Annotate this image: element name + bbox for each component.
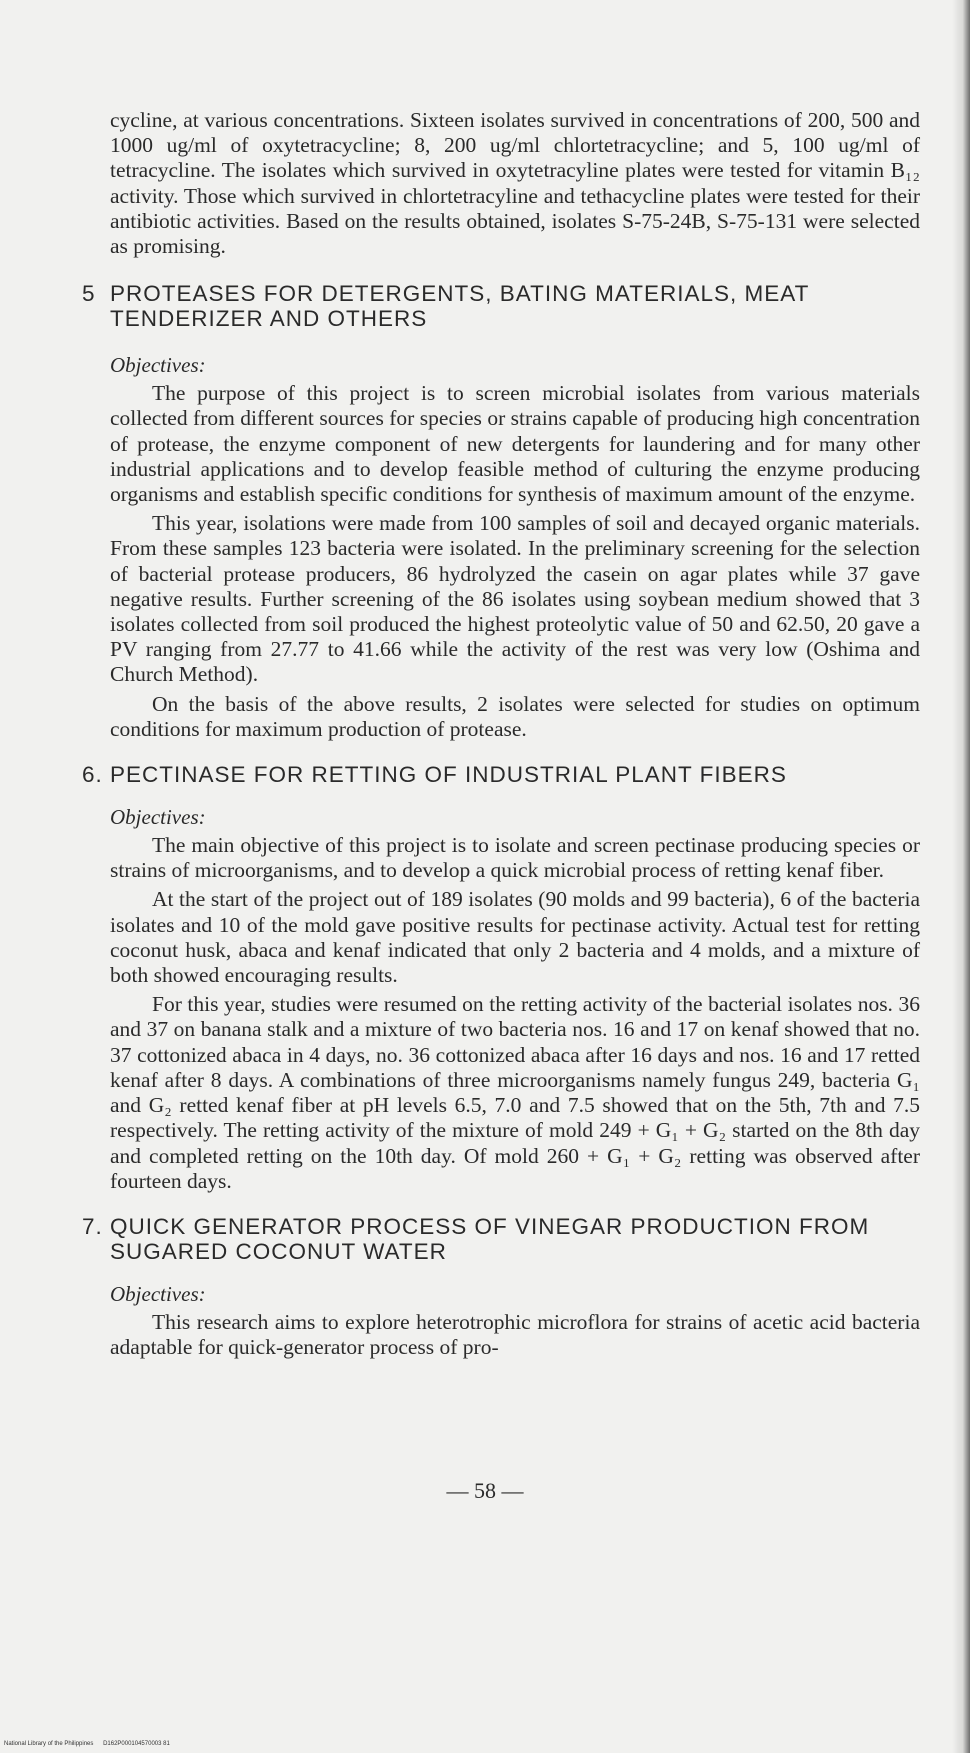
body-paragraph: On the basis of the above results, 2 isolates were selected for studies on optimum conditions for maximum production of protease. — [110, 691, 920, 741]
text-column — [82, 108, 920, 1360]
section-number: 6. — [82, 762, 103, 788]
intro-paragraph: cycline, at various concentrations. Sixteen isolates survived in concentrations of 200, 500 and 1000 ug/ml of oxytetracycline; 8, 200 ug/ml chlortetracycline; and 5, 100 ug/ml of tetracycline. The isolates which survived in oxytetracyline plates were tested for vitamin B₁₂ activity. Those which survived in chlortetracyline and tethacycline plates were tested for their antibiotic activities. Based on the results obtained, isolates S-75-24B, S-75-131 were selected as promising. — [110, 108, 920, 259]
section-title: PECTINASE FOR RETTING OF INDUSTRIAL PLANT FIBERS — [110, 762, 787, 788]
scan-footer — [4, 1741, 178, 1747]
section-number: 7. — [82, 1213, 103, 1239]
objectives-label: Objectives: — [110, 1281, 206, 1306]
section-number: 5 — [82, 281, 96, 307]
section-heading — [82, 1213, 920, 1264]
objectives-label: Objectives: — [110, 805, 206, 830]
body-paragraph: At the start of the project out of 189 isolates (90 molds and 99 bacteria), 6 of the bacteria isolates and 10 of the mold gave positive results for pectinase activity. Actual test for retting coconut husk, abaca and kenaf indicated that only 2 bacteria and 4 molds, and a mixture of both showed encouraging results. — [110, 887, 920, 988]
section-title: PROTEASES FOR DETERGENTS, BATING MATERIALS, MEAT TENDERIZER AND OTHERS — [110, 281, 809, 332]
body-paragraph: For this year, studies were resumed on the retting activity of the bacterial isolates nos. 36 and 37 on banana stalk and a mixture of two bacteria nos. 16 and 17 on kenaf showed that no. 37 cottonized abaca in 4 days, no. 36 cottonized abaca after 16 days and nos. 16 and 17 retted kenaf after 8 days. A combinations of three microorganisms namely fungus 249, bacteria G₁ and G₂ retted kenaf fiber at pH levels 6.5, 7.0 and 7.5 showed that on the 5th, 7th and 7.5 respectively. The retting activity of the mixture of mold 249 + G₁ + G₂ started on the 8th day and completed retting on the 10th day. Of mold 260 + G₁ + G₂ retting was observed after fourteen days. — [110, 992, 920, 1193]
footer-code: D162P000104570003 81 — [103, 1741, 170, 1747]
objectives-label: Objectives: — [110, 353, 206, 378]
section-title: QUICK GENERATOR PROCESS OF VINEGAR PRODUCTION FROM SUGARED COCONUT WATER — [110, 1213, 870, 1264]
footer-library: National Library of the Philippines — [4, 1741, 94, 1747]
section-heading — [82, 281, 920, 332]
page-number: — 58 — — [446, 1478, 524, 1503]
body-paragraph: The purpose of this project is to screen microbial isolates from various materials collected from different sources for species or strains capable of producing high concentration of protease, the enzyme component of new detergents for laundering and for many other industrial applications and to develop feasible method of culturing the enzyme producing organisms and establish specific conditions for synthesis of maximum amount of the enzyme. — [110, 381, 920, 507]
section-heading — [82, 762, 920, 788]
body-paragraph: This research aims to explore heterotrophic microflora for strains of acetic acid bacteria adaptable for quick-generator process of pro- — [110, 1309, 920, 1360]
body-paragraph: This year, isolations were made from 100 samples of soil and decayed organic materials. From these samples 123 bacteria were isolated. In the preliminary screening for the selection of bacterial protease producers, 86 hydrolyzed the casein on agar plates while 37 gave negative results. Further screening of the 86 isolates using soybean medium showed that 3 isolates collected from soil produced the highest proteolytic value of 50 and 62.50, 20 gave a PV ranging from 27.77 to 41.66 while the activity of the rest was very low (Oshima and Church Method). — [110, 511, 920, 687]
body-paragraph: The main objective of this project is to isolate and screen pectinase producing species or strains of microorganisms, and to develop a quick microbial process of retting kenaf fiber. — [110, 833, 920, 883]
